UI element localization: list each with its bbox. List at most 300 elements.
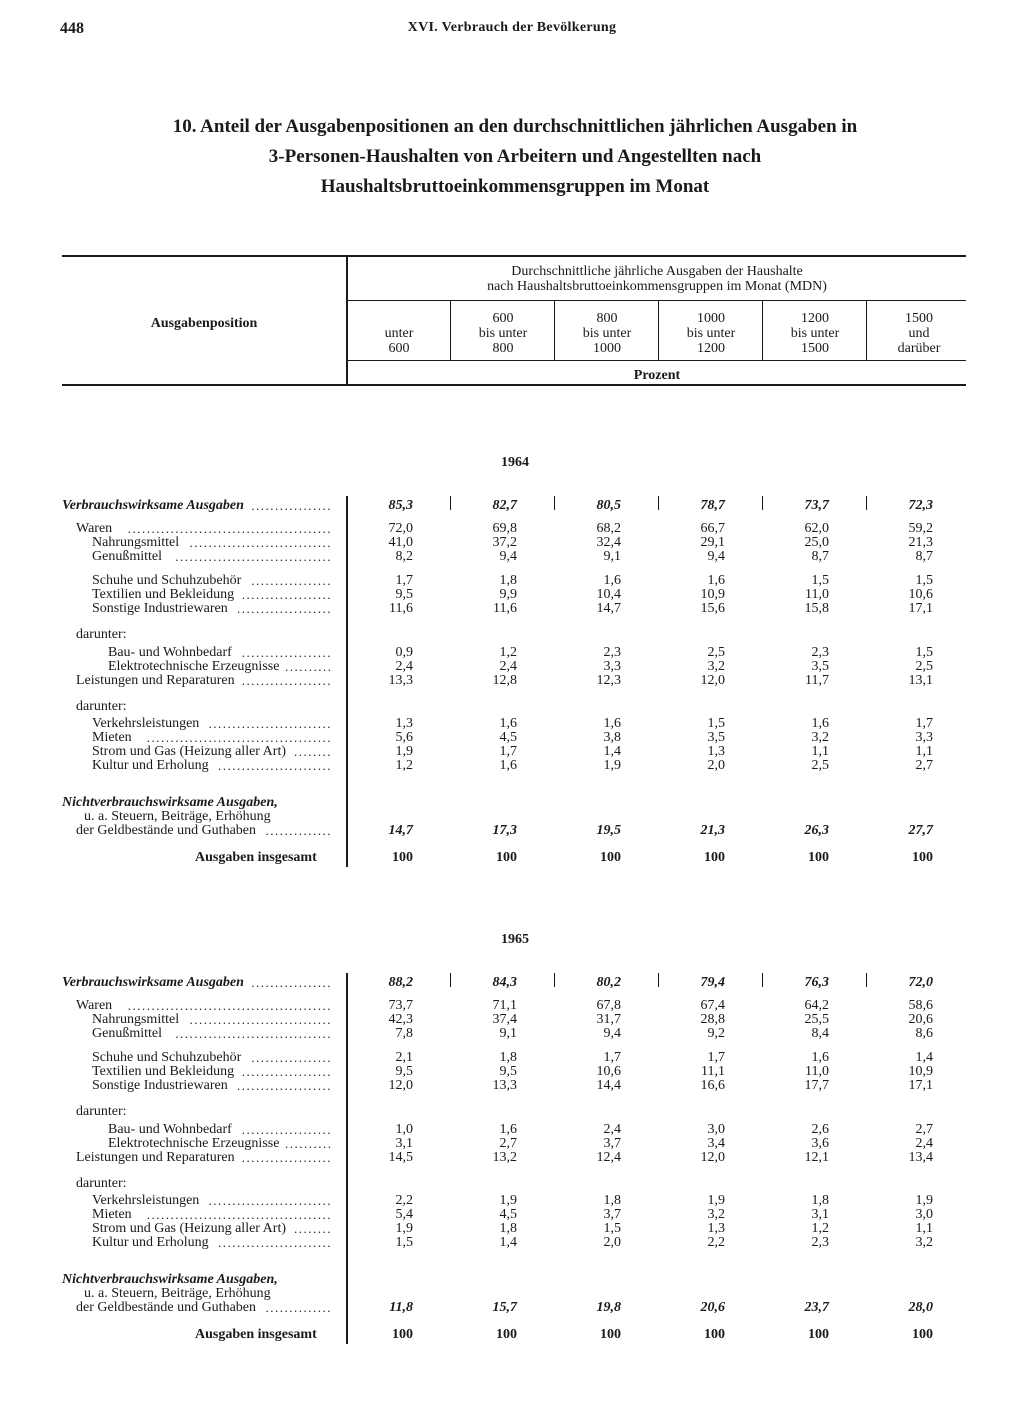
table-cell: 3,8 xyxy=(603,730,621,745)
table-cell: 21,3 xyxy=(700,823,725,838)
leader-dots: ........................ xyxy=(218,758,332,773)
table-cell: 67,4 xyxy=(700,998,725,1013)
row-label: darunter: xyxy=(76,1176,127,1191)
leader-dots: ........ xyxy=(294,744,332,759)
table-cell: 1,7 xyxy=(395,573,413,588)
spanner-line: nach Haushaltsbruttoeinkommensgruppen im Monat (MDN) xyxy=(487,279,827,294)
table-cell: 14,4 xyxy=(596,1078,621,1093)
table-cell: 4,5 xyxy=(499,1207,517,1222)
table-cell: 2,2 xyxy=(395,1193,413,1208)
table-cell: 3,2 xyxy=(707,659,725,674)
leader-dots: ................... xyxy=(241,1122,332,1137)
table-cell: 72,0 xyxy=(388,521,413,536)
column-header-line: 600 xyxy=(492,311,514,326)
table-cell: 31,7 xyxy=(596,1012,621,1027)
table-cell: 9,4 xyxy=(499,549,517,564)
table-cell: 19,5 xyxy=(596,823,621,838)
table-cell: 71,1 xyxy=(492,998,517,1013)
title-line: 3-Personen-Haushalten von Arbeitern und Angestellten nach xyxy=(268,146,762,167)
leader-dots: ................. xyxy=(251,975,332,990)
leader-dots: ................. xyxy=(251,573,332,588)
table-row xyxy=(0,998,1024,1013)
table-cell: 3,3 xyxy=(603,659,621,674)
column-header-line: 1000 xyxy=(593,341,621,356)
table-cell: 37,2 xyxy=(492,535,517,550)
row-label: u. a. Steuern, Beiträge, Erhöhung xyxy=(84,809,271,824)
column-header-line: 600 xyxy=(388,341,410,356)
spanner-rule xyxy=(347,300,966,301)
row-label: Leistungen und Reparaturen xyxy=(76,1150,235,1165)
table-row xyxy=(0,1136,1024,1151)
column-header-3 xyxy=(555,311,659,356)
table-row xyxy=(0,1221,1024,1236)
table-cell: 3,2 xyxy=(707,1207,725,1222)
table-cell: 8,4 xyxy=(811,1026,829,1041)
table-cell: 10,4 xyxy=(596,587,621,602)
leader-dots: .............. xyxy=(265,1300,332,1315)
table-title xyxy=(100,112,930,202)
table-row xyxy=(0,1122,1024,1137)
table-cell: 26,3 xyxy=(804,823,829,838)
column-header-line: darüber xyxy=(897,341,941,356)
table-cell: 3,1 xyxy=(811,1207,829,1222)
table-cell: 3,0 xyxy=(915,1207,933,1222)
table-cell: 14,7 xyxy=(596,601,621,616)
table-cell: 10,9 xyxy=(908,1064,933,1079)
table-cell: 1,5 xyxy=(603,1221,621,1236)
table-cell: 1,3 xyxy=(395,716,413,731)
table-cell: 3,7 xyxy=(603,1136,621,1151)
table-cell: 100 xyxy=(808,850,829,865)
table-row xyxy=(0,809,1024,824)
table-cell: 12,8 xyxy=(492,673,517,688)
table-row xyxy=(0,1012,1024,1027)
leader-dots: .............. xyxy=(265,823,332,838)
table-cell: 2,4 xyxy=(395,659,413,674)
table-cell: 100 xyxy=(496,850,517,865)
table-cell: 12,0 xyxy=(700,673,725,688)
leader-dots: .......................... xyxy=(208,716,332,731)
table-cell: 8,2 xyxy=(395,549,413,564)
table-row xyxy=(0,549,1024,564)
row-label: Strom und Gas (Heizung aller Art) xyxy=(92,1221,287,1236)
leader-dots: .......................... xyxy=(208,1193,332,1208)
spanner-line: Durchschnittliche jährliche Ausgaben der Haushalte xyxy=(511,264,803,279)
table-cell: 100 xyxy=(704,1327,725,1342)
row-label: Nichtverbrauchswirksame Ausgaben, xyxy=(62,1272,278,1287)
row-label: der Geldbestände und Guthaben xyxy=(76,823,256,838)
table-cell: 59,2 xyxy=(908,521,933,536)
column-header-line: 1200 xyxy=(801,311,829,326)
table-cell: 9,1 xyxy=(499,1026,517,1041)
table-row xyxy=(0,645,1024,660)
table-cell: 67,8 xyxy=(596,998,621,1013)
table-cell: 21,3 xyxy=(908,535,933,550)
row-label: Verbrauchswirksame Ausgaben xyxy=(62,975,244,990)
table-cell: 1,1 xyxy=(915,744,933,759)
table-cell: 12,0 xyxy=(700,1150,725,1165)
table-cell: 1,0 xyxy=(395,1122,413,1137)
table-cell: 1,4 xyxy=(499,1235,517,1250)
table-cell: 2,2 xyxy=(707,1235,725,1250)
table-cell: 2,3 xyxy=(811,645,829,660)
table-row xyxy=(0,498,1024,513)
leader-dots: ................... xyxy=(241,645,332,660)
table-row xyxy=(0,1300,1024,1315)
table-cell: 72,3 xyxy=(908,498,933,513)
page-number: 448 xyxy=(60,20,84,37)
table-cell: 1,6 xyxy=(707,573,725,588)
table-cell: 1,6 xyxy=(603,573,621,588)
table-cell: 41,0 xyxy=(388,535,413,550)
table-cell: 84,3 xyxy=(492,975,517,990)
table-cell: 3,5 xyxy=(707,730,725,745)
row-label: Verbrauchswirksame Ausgaben xyxy=(62,498,244,513)
table-cell: 17,1 xyxy=(908,601,933,616)
table-row xyxy=(0,1026,1024,1041)
row-label: Textilien und Bekleidung xyxy=(92,1064,235,1079)
table-cell: 66,7 xyxy=(700,521,725,536)
column-header-line: und xyxy=(908,326,930,341)
table-cell: 1,3 xyxy=(707,1221,725,1236)
table-row xyxy=(0,1235,1024,1250)
table-cell: 100 xyxy=(600,850,621,865)
table-cell: 9,4 xyxy=(603,1026,621,1041)
table-cell: 1,8 xyxy=(499,1221,517,1236)
table-cell: 2,3 xyxy=(811,1235,829,1250)
table-row xyxy=(0,1064,1024,1079)
table-cell: 29,1 xyxy=(700,535,725,550)
table-cell: 100 xyxy=(704,850,725,865)
table-cell: 2,0 xyxy=(603,1235,621,1250)
table-cell: 27,7 xyxy=(908,823,933,838)
table-row xyxy=(0,1286,1024,1301)
table-cell: 11,1 xyxy=(701,1064,725,1079)
table-cell: 1,7 xyxy=(915,716,933,731)
row-label: darunter: xyxy=(76,627,127,642)
table-cell: 8,7 xyxy=(811,549,829,564)
table-cell: 100 xyxy=(808,1327,829,1342)
table-cell: 1,6 xyxy=(603,716,621,731)
year-heading: 1964 xyxy=(501,455,529,470)
table-cell: 17,1 xyxy=(908,1078,933,1093)
leader-dots: ................... xyxy=(241,1150,332,1165)
row-label: Ausgaben insgesamt xyxy=(195,1327,317,1342)
table-cell: 12,3 xyxy=(596,673,621,688)
table-cell: 32,4 xyxy=(596,535,621,550)
table-cell: 58,6 xyxy=(908,998,933,1013)
table-cell: 1,9 xyxy=(395,744,413,759)
table-cell: 2,5 xyxy=(707,645,725,660)
table-cell: 1,1 xyxy=(811,744,829,759)
table-row xyxy=(0,1150,1024,1165)
row-label: Sonstige Industriewaren xyxy=(92,1078,228,1093)
table-cell: 3,2 xyxy=(811,730,829,745)
row-label: Waren xyxy=(76,521,113,536)
table-cell: 3,7 xyxy=(603,1207,621,1222)
row-label: Leistungen und Reparaturen xyxy=(76,673,235,688)
column-header-line: bis unter xyxy=(790,326,840,341)
table-row xyxy=(0,573,1024,588)
table-cell: 1,2 xyxy=(499,645,517,660)
column-header-4 xyxy=(659,311,763,356)
table-cell: 13,4 xyxy=(908,1150,933,1165)
leader-dots: .................... xyxy=(237,601,332,616)
table-cell: 1,8 xyxy=(499,1050,517,1065)
column-header-6 xyxy=(867,311,971,356)
table-cell: 73,7 xyxy=(388,998,413,1013)
table-row xyxy=(0,975,1024,990)
table-cell: 1,2 xyxy=(811,1221,829,1236)
leader-dots: ........................................... xyxy=(127,521,332,536)
table-row xyxy=(0,601,1024,616)
table-row xyxy=(0,535,1024,550)
table-cell: 2,7 xyxy=(499,1136,517,1151)
table-cell: 9,5 xyxy=(395,587,413,602)
leader-dots: ....................................... xyxy=(146,1207,332,1222)
column-header-line: 800 xyxy=(492,341,514,356)
table-cell: 1,4 xyxy=(915,1050,933,1065)
row-label: Genußmittel xyxy=(92,549,162,564)
table-cell: 69,8 xyxy=(492,521,517,536)
year-heading: 1965 xyxy=(501,932,529,947)
row-label: Bau- und Wohnbedarf xyxy=(108,1122,232,1137)
table-cell: 19,8 xyxy=(596,1300,621,1315)
table-row xyxy=(0,699,1024,714)
table-cell: 10,6 xyxy=(596,1064,621,1079)
table-cell: 85,3 xyxy=(388,498,413,513)
table-row xyxy=(0,1176,1024,1191)
table-cell: 28,0 xyxy=(908,1300,933,1315)
table-cell: 79,4 xyxy=(700,975,725,990)
table-row xyxy=(0,716,1024,731)
table-row xyxy=(0,823,1024,838)
column-header-line: bis unter xyxy=(686,326,736,341)
table-cell: 76,3 xyxy=(804,975,829,990)
table-cell: 8,7 xyxy=(915,549,933,564)
table-cell: 100 xyxy=(496,1327,517,1342)
table-cell: 2,7 xyxy=(915,1122,933,1137)
table-cell: 12,1 xyxy=(804,1150,829,1165)
row-label: Kultur und Erholung xyxy=(92,1235,209,1250)
table-cell: 1,7 xyxy=(603,1050,621,1065)
table-cell: 1,6 xyxy=(811,1050,829,1065)
table-cell: 1,5 xyxy=(395,1235,413,1250)
table-cell: 1,5 xyxy=(811,573,829,588)
table-cell: 8,6 xyxy=(915,1026,933,1041)
table-cell: 5,4 xyxy=(395,1207,413,1222)
table-row xyxy=(0,730,1024,745)
table-cell: 2,4 xyxy=(499,659,517,674)
table-cell: 1,5 xyxy=(915,645,933,660)
table-cell: 11,8 xyxy=(389,1300,413,1315)
table-cell: 13,3 xyxy=(492,1078,517,1093)
table-cell: 13,2 xyxy=(492,1150,517,1165)
table-cell: 13,3 xyxy=(388,673,413,688)
table-cell: 12,4 xyxy=(596,1150,621,1165)
table-cell: 42,3 xyxy=(388,1012,413,1027)
table-row xyxy=(0,1050,1024,1065)
column-header-line: unter xyxy=(384,326,414,341)
table-cell: 88,2 xyxy=(388,975,413,990)
column-header-line: 1200 xyxy=(697,341,725,356)
table-cell: 3,4 xyxy=(707,1136,725,1151)
column-header-line: 1000 xyxy=(697,311,725,326)
table-cell: 1,6 xyxy=(499,1122,517,1137)
leader-dots: ................... xyxy=(241,1064,332,1079)
table-cell: 100 xyxy=(392,850,413,865)
table-row xyxy=(0,758,1024,773)
row-label: Schuhe und Schuhzubehör xyxy=(92,573,242,588)
row-label: Mieten xyxy=(92,730,132,745)
row-label: u. a. Steuern, Beiträge, Erhöhung xyxy=(84,1286,271,1301)
leader-dots: ................... xyxy=(241,673,332,688)
table-cell: 1,9 xyxy=(603,758,621,773)
table-cell: 10,6 xyxy=(908,587,933,602)
table-row xyxy=(0,795,1024,810)
row-label: Kultur und Erholung xyxy=(92,758,209,773)
column-header-line: 800 xyxy=(596,311,618,326)
table-cell: 11,0 xyxy=(805,1064,829,1079)
column-header-5 xyxy=(763,311,867,356)
table-cell: 1,8 xyxy=(811,1193,829,1208)
table-cell: 3,1 xyxy=(395,1136,413,1151)
table-cell: 100 xyxy=(912,1327,933,1342)
table-cell: 72,0 xyxy=(908,975,933,990)
table-row xyxy=(0,744,1024,759)
table-cell: 14,7 xyxy=(388,823,413,838)
table-cell: 4,5 xyxy=(499,730,517,745)
table-cell: 17,7 xyxy=(804,1078,829,1093)
column-header-line: 1500 xyxy=(801,341,829,356)
leader-dots: ................. xyxy=(251,498,332,513)
table-cell: 3,6 xyxy=(811,1136,829,1151)
table-cell: 1,2 xyxy=(395,758,413,773)
column-header-1 xyxy=(347,326,451,356)
table-cell: 17,3 xyxy=(492,823,517,838)
leader-dots: .............................. xyxy=(189,535,332,550)
table-cell: 1,6 xyxy=(499,716,517,731)
row-label: Sonstige Industriewaren xyxy=(92,601,228,616)
table-cell: 9,5 xyxy=(395,1064,413,1079)
table-cell: 2,4 xyxy=(915,1136,933,1151)
row-label: Bau- und Wohnbedarf xyxy=(108,645,232,660)
table-cell: 80,2 xyxy=(596,975,621,990)
table-cell: 20,6 xyxy=(700,1300,725,1315)
stub-header: Ausgabenposition xyxy=(150,316,258,331)
unit-header: Prozent xyxy=(633,368,681,383)
table-cell: 1,3 xyxy=(707,744,725,759)
table-cell: 1,8 xyxy=(499,573,517,588)
header-top-rule xyxy=(62,255,966,257)
table-cell: 1,1 xyxy=(915,1221,933,1236)
table-cell: 1,6 xyxy=(499,758,517,773)
table-cell: 1,7 xyxy=(707,1050,725,1065)
table-cell: 11,0 xyxy=(805,587,829,602)
table-cell: 1,5 xyxy=(707,716,725,731)
leader-dots: .......... xyxy=(285,659,332,674)
table-cell: 3,5 xyxy=(811,659,829,674)
row-label: Schuhe und Schuhzubehör xyxy=(92,1050,242,1065)
table-row xyxy=(0,673,1024,688)
spanner-header xyxy=(348,264,966,294)
table-cell: 11,6 xyxy=(389,601,413,616)
table-row xyxy=(0,1272,1024,1287)
leader-dots: ........................................... xyxy=(127,998,332,1013)
table-cell: 2,6 xyxy=(811,1122,829,1137)
row-label: Strom und Gas (Heizung aller Art) xyxy=(92,744,287,759)
table-cell: 80,5 xyxy=(596,498,621,513)
table-cell: 9,5 xyxy=(499,1064,517,1079)
table-cell: 5,6 xyxy=(395,730,413,745)
table-row xyxy=(0,1193,1024,1208)
title-line: Haushaltsbruttoeinkommensgruppen im Monat xyxy=(320,176,710,197)
table-cell: 20,6 xyxy=(908,1012,933,1027)
table-cell: 12,0 xyxy=(388,1078,413,1093)
leader-dots: ................................. xyxy=(175,1026,332,1041)
table-cell: 73,7 xyxy=(804,498,829,513)
table-cell: 7,8 xyxy=(395,1026,413,1041)
table-cell: 10,9 xyxy=(700,587,725,602)
table-cell: 1,8 xyxy=(603,1193,621,1208)
row-label: darunter: xyxy=(76,699,127,714)
table-cell: 0,9 xyxy=(395,645,413,660)
table-cell: 15,6 xyxy=(700,601,725,616)
leader-dots: .................... xyxy=(237,1078,332,1093)
table-row xyxy=(0,1327,1024,1342)
row-label: Waren xyxy=(76,998,113,1013)
table-row xyxy=(0,659,1024,674)
table-cell: 25,0 xyxy=(804,535,829,550)
table-cell: 62,0 xyxy=(804,521,829,536)
row-label: der Geldbestände und Guthaben xyxy=(76,1300,256,1315)
table-cell: 1,4 xyxy=(603,744,621,759)
table-cell: 2,7 xyxy=(915,758,933,773)
unit-rule xyxy=(347,360,966,361)
leader-dots: ................................. xyxy=(175,549,332,564)
row-label: Genußmittel xyxy=(92,1026,162,1041)
row-label: Verkehrsleistungen xyxy=(92,1193,200,1208)
row-label: Elektrotechnische Erzeugnisse xyxy=(108,1136,280,1151)
table-cell: 9,2 xyxy=(707,1026,725,1041)
table-cell: 100 xyxy=(392,1327,413,1342)
table-cell: 14,5 xyxy=(388,1150,413,1165)
table-cell: 1,7 xyxy=(499,744,517,759)
column-header-2 xyxy=(451,311,555,356)
table-cell: 15,8 xyxy=(804,601,829,616)
table-cell: 11,7 xyxy=(805,673,829,688)
column-header-line: 1500 xyxy=(905,311,933,326)
row-label: Mieten xyxy=(92,1207,132,1222)
table-cell: 2,3 xyxy=(603,645,621,660)
table-cell: 1,6 xyxy=(811,716,829,731)
table-cell: 13,1 xyxy=(908,673,933,688)
row-label: Nichtverbrauchswirksame Ausgaben, xyxy=(62,795,278,810)
row-label: darunter: xyxy=(76,1104,127,1119)
row-label: Nahrungsmittel xyxy=(92,535,180,550)
table-cell: 82,7 xyxy=(492,498,517,513)
table-row xyxy=(0,587,1024,602)
table-cell: 78,7 xyxy=(700,498,725,513)
table-cell: 2,0 xyxy=(707,758,725,773)
table-cell: 1,9 xyxy=(395,1221,413,1236)
table-cell: 16,6 xyxy=(700,1078,725,1093)
table-cell: 37,4 xyxy=(492,1012,517,1027)
table-cell: 3,2 xyxy=(915,1235,933,1250)
leader-dots: ....................................... xyxy=(146,730,332,745)
header-bottom-rule xyxy=(62,384,966,386)
table-cell: 9,4 xyxy=(707,549,725,564)
